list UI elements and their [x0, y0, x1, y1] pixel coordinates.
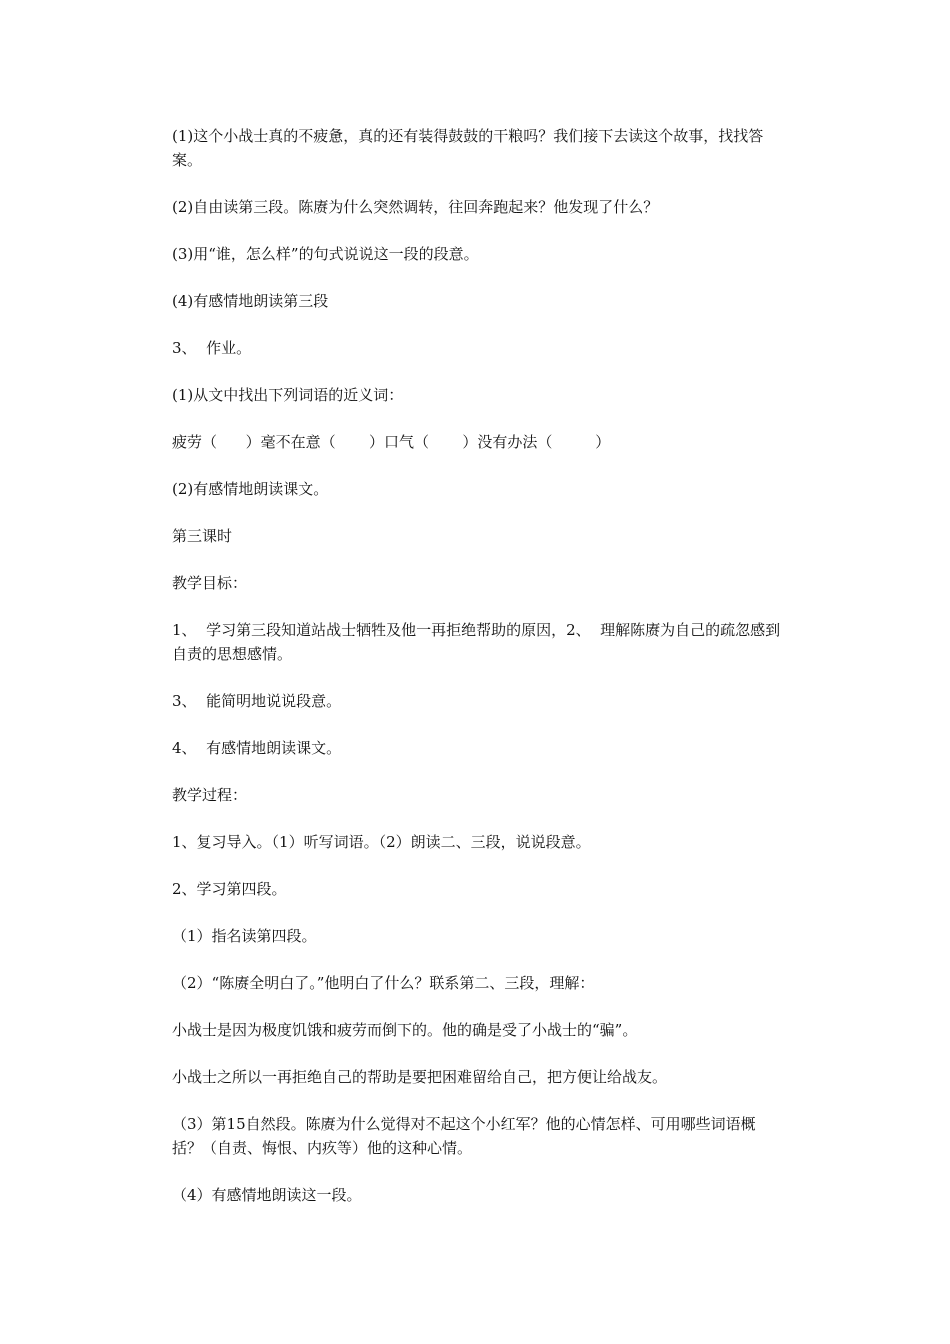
paragraph-homework-heading: 3、 作业。	[172, 339, 252, 357]
paragraph-synonym-blanks: 疲劳（ ）毫不在意（ ）口气（ ）没有办法（ ）	[172, 433, 611, 451]
section-title-third-lesson: 第三课时	[172, 527, 233, 545]
paragraph-step-1: 1、复习导入。（1）听写词语。（2）朗读二、三段，说说段意。	[172, 833, 591, 851]
paragraph-question-4: (4)有感情地朗读第三段	[172, 292, 329, 310]
paragraph-objective-4: 4、 有感情地朗读课文。	[172, 739, 342, 757]
paragraph-substep-3: （3）第15自然段。陈赓为什么觉得对不起这个小红军？他的心情怎样、可用哪些词语概括？（自责、悔恨、内疚等）他的这种心情。	[172, 1115, 756, 1157]
document-body	[172, 124, 782, 1230]
paragraph-homework-1: (1)从文中找出下列词语的近义词：	[172, 386, 404, 404]
section-heading-process: 教学过程：	[172, 786, 248, 804]
paragraph-question-3: (3)用“谁，怎么样”的句式说说这一段的段意。	[172, 245, 479, 263]
paragraph-substep-2: （2）“陈赓全明白了。”他明白了什么？联系第二、三段，理解：	[172, 974, 595, 992]
paragraph-understanding-2: 小战士之所以一再拒绝自己的帮助是要把困难留给自己，把方便让给战友。	[172, 1068, 668, 1086]
paragraph-question-1: (1)这个小战士真的不疲惫，真的还有装得鼓鼓的干粮吗？我们接下去读这个故事，找找答案。	[172, 127, 764, 169]
paragraph-question-2: (2)自由读第三段。陈赓为什么突然调转，往回奔跑起来？他发现了什么？	[172, 198, 659, 216]
paragraph-substep-1: （1）指名读第四段。	[172, 927, 317, 945]
paragraph-understanding-1: 小战士是因为极度饥饿和疲劳而倒下的。他的确是受了小战士的“骗”。	[172, 1021, 638, 1039]
paragraph-step-2: 2、学习第四段。	[172, 880, 287, 898]
paragraph-objective-3: 3、 能简明地说说段意。	[172, 692, 342, 710]
section-heading-objectives: 教学目标：	[172, 574, 248, 592]
paragraph-substep-4: （4）有感情地朗读这一段。	[172, 1186, 362, 1204]
paragraph-homework-2: (2)有感情地朗读课文。	[172, 480, 329, 498]
paragraph-objective-1-2: 1、 学习第三段知道站战士牺牲及他一再拒绝帮助的原因，2、 理解陈赓为自己的疏忽感到自责的思想感情。	[172, 621, 781, 663]
